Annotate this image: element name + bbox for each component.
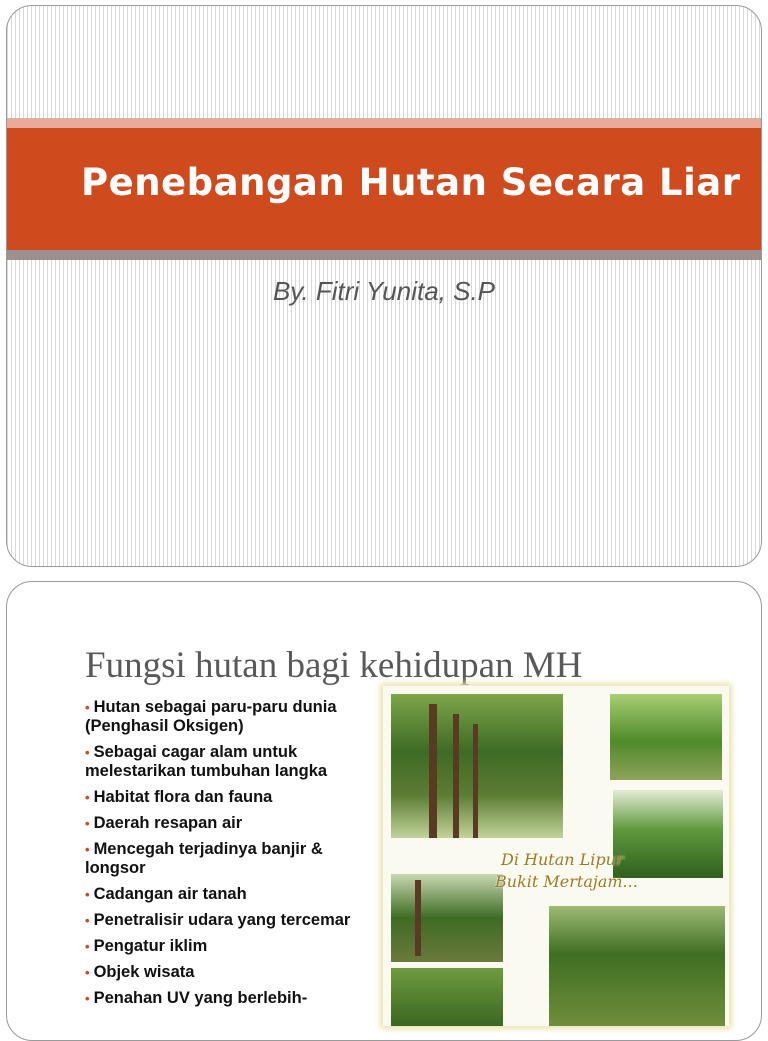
bullet-icon: • xyxy=(85,965,90,980)
bullet-icon: • xyxy=(85,842,90,857)
list-item xyxy=(85,963,377,982)
list-item xyxy=(85,911,377,930)
palm-trees-photo xyxy=(613,790,723,878)
slide-heading: Fungsi hutan bagi kehidupan MH xyxy=(85,645,583,686)
list-item xyxy=(85,937,377,956)
bullet-icon: • xyxy=(85,816,90,831)
list-item-text: Hutan sebagai paru-paru dunia (Penghasil Oksigen) xyxy=(85,698,337,735)
list-item xyxy=(85,885,377,904)
list-item-text: Habitat flora dan fauna xyxy=(93,788,273,806)
accent-strip-bottom xyxy=(7,250,761,260)
collage-caption-line1: Di Hutan Lipur xyxy=(501,850,624,869)
forest-stairs-photo xyxy=(391,874,503,962)
list-item xyxy=(85,788,377,807)
forest-park-photo xyxy=(610,694,722,780)
bullet-icon: • xyxy=(85,745,90,760)
bullet-list xyxy=(85,698,377,1015)
list-item-text: Penetralisir udara yang tercemar xyxy=(93,911,351,929)
list-item xyxy=(85,698,377,736)
bullet-icon: • xyxy=(85,913,90,928)
list-item-text: Penahan UV yang berlebih- xyxy=(93,989,308,1007)
slide-subtitle: By. Fitri Yunita, S.P xyxy=(272,276,496,306)
list-item xyxy=(85,814,377,833)
forest-path-photo xyxy=(391,694,563,838)
list-item-text: Sebagai cagar alam untuk melestarikan tumbuhan langka xyxy=(85,743,328,780)
collage-caption-line2: Bukit Mertajam... xyxy=(495,872,638,891)
bullet-icon: • xyxy=(85,939,90,954)
list-item-text: Objek wisata xyxy=(93,963,195,981)
forest-photo-collage xyxy=(383,686,729,1026)
slide-title: Penebangan Hutan Secara Liar xyxy=(81,161,741,204)
list-item-text: Pengatur iklim xyxy=(93,937,208,955)
accent-strip-top xyxy=(7,118,761,128)
list-item xyxy=(85,743,377,781)
title-slide xyxy=(6,5,762,567)
bullet-icon: • xyxy=(85,991,90,1006)
list-item-text: Daerah resapan air xyxy=(93,814,243,832)
bullet-icon: • xyxy=(85,790,90,805)
bullet-icon: • xyxy=(85,700,90,715)
bullet-icon: • xyxy=(85,887,90,902)
forest-undergrowth-photo xyxy=(391,968,503,1026)
list-item xyxy=(85,840,377,878)
content-slide xyxy=(6,581,762,1041)
bamboo-grove-photo xyxy=(549,906,725,1026)
list-item-text: Cadangan air tanah xyxy=(93,885,247,903)
list-item-text: Mencegah terjadinya banjir & longsor xyxy=(85,840,323,877)
list-item xyxy=(85,989,377,1008)
